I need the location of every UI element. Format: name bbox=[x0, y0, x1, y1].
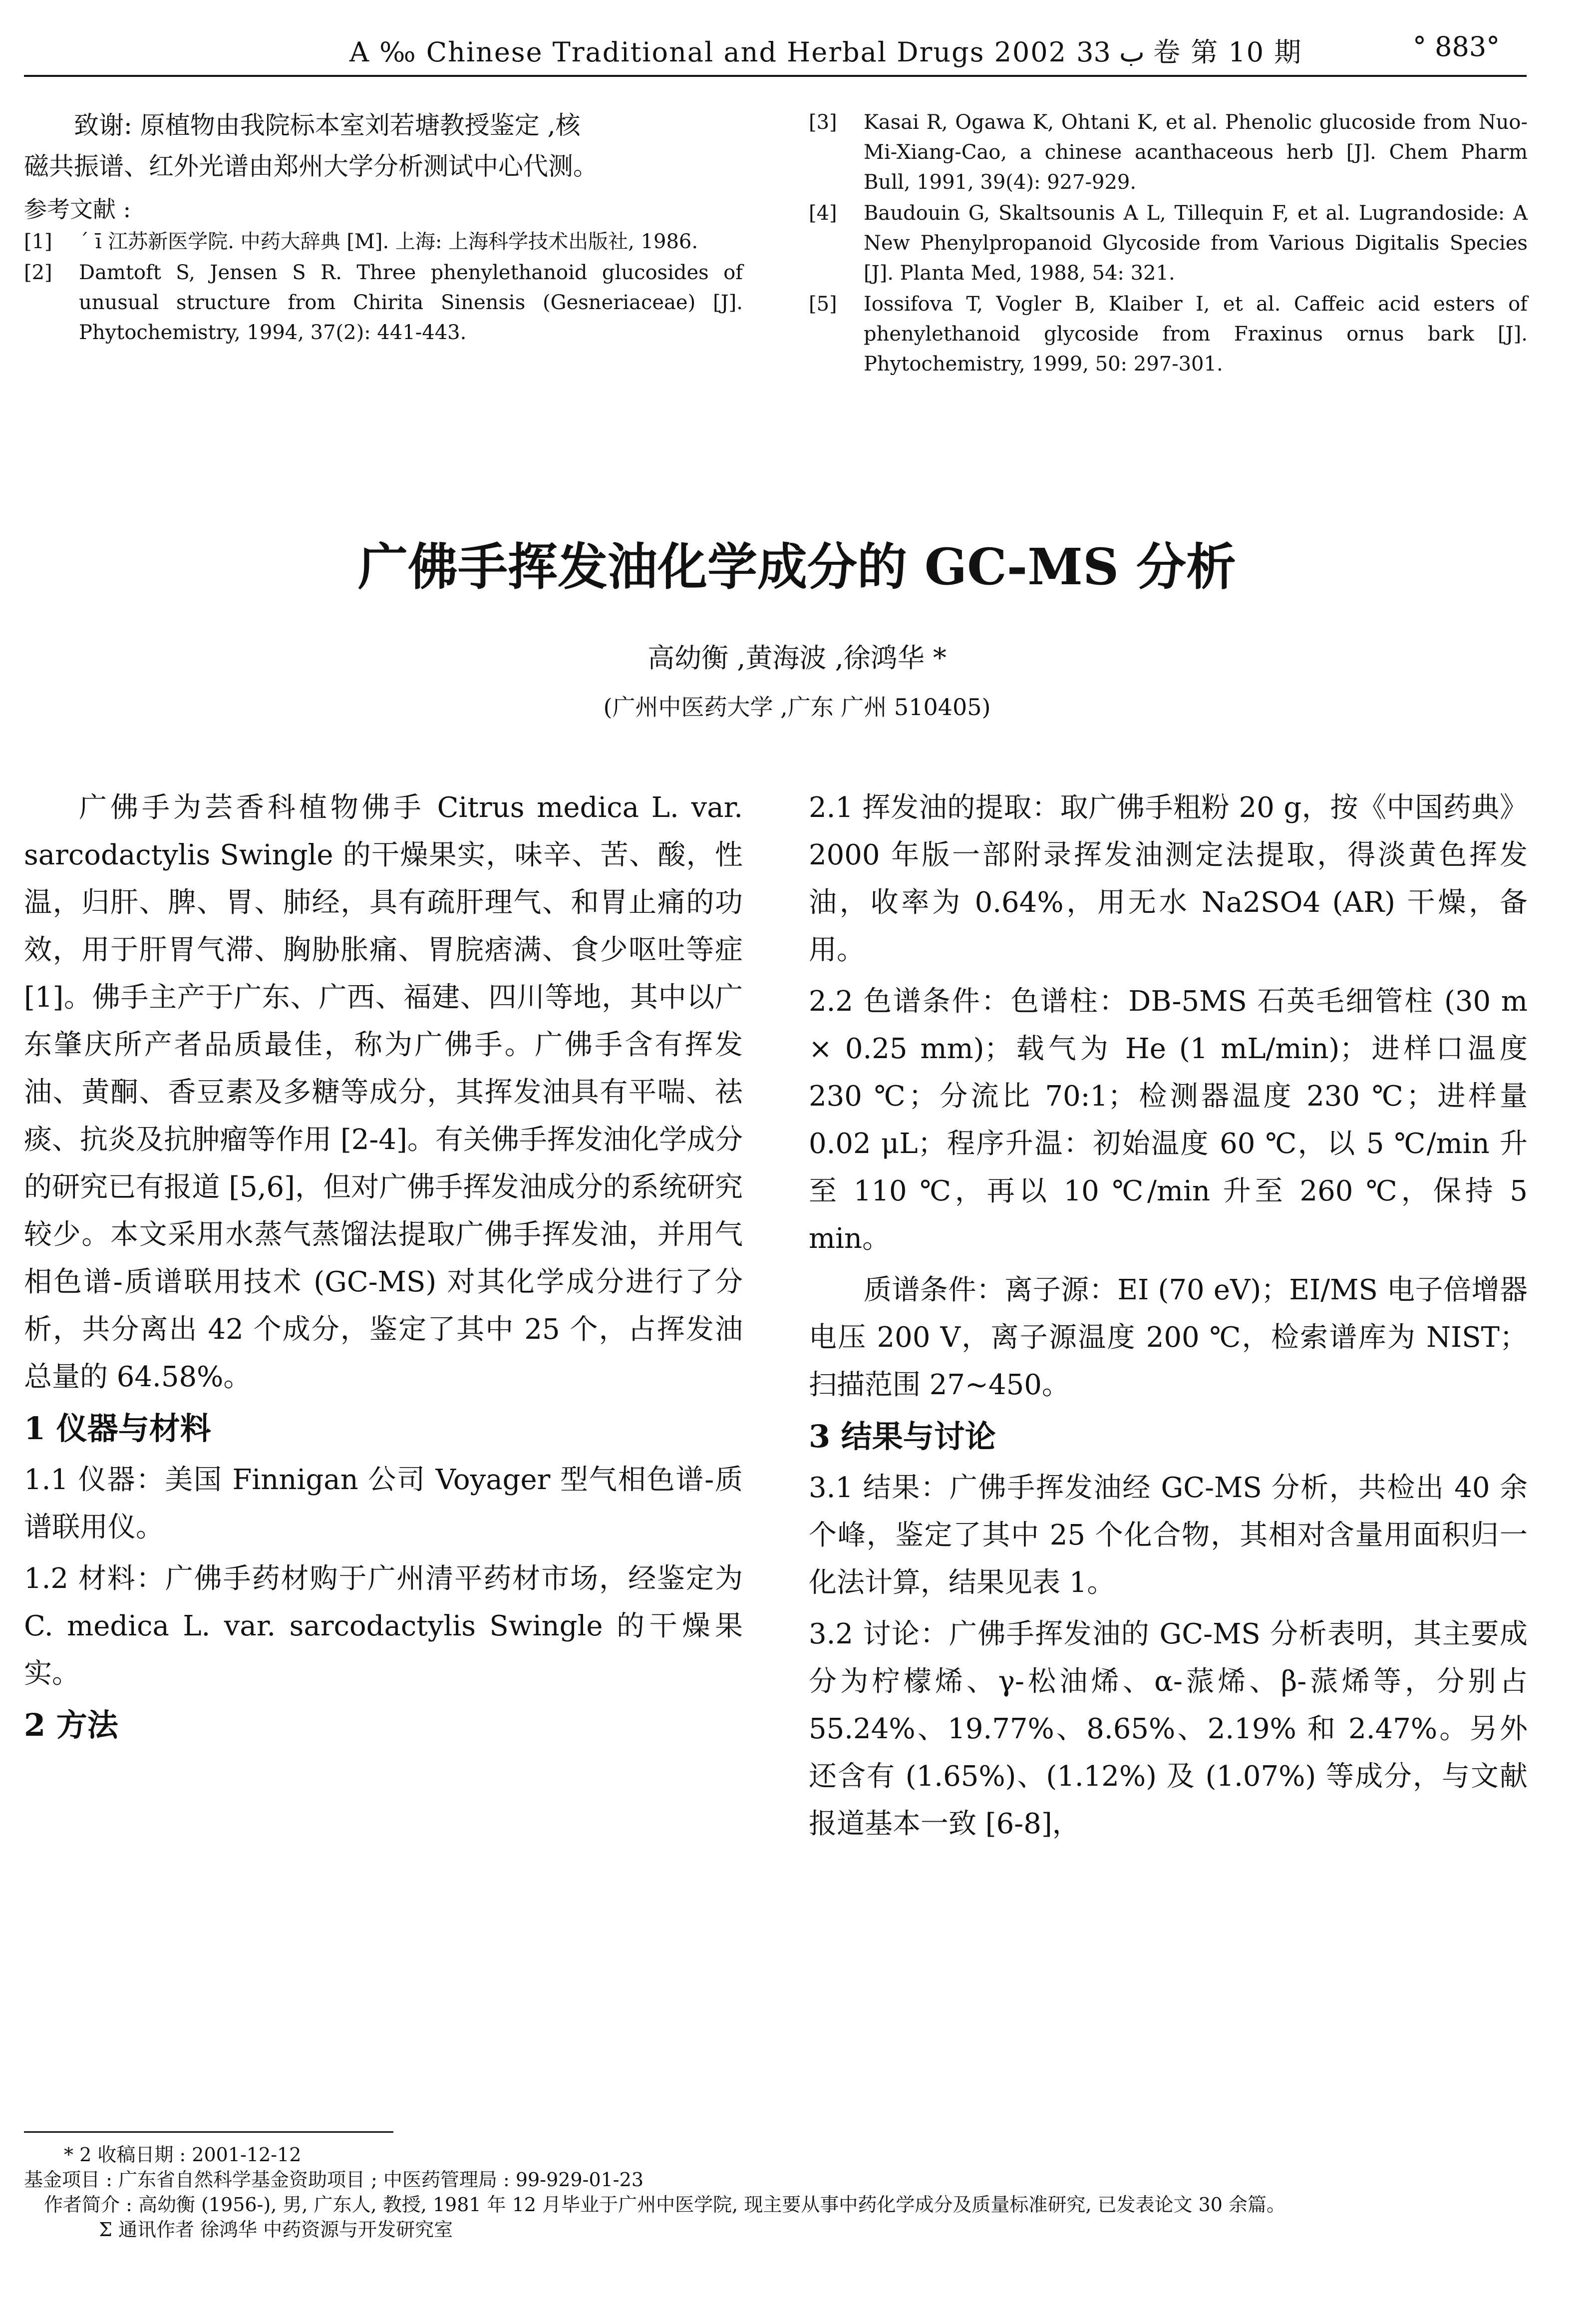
top-left-column bbox=[24, 105, 743, 349]
reference-number: [2] bbox=[24, 261, 52, 284]
author-list: 高幼衡 ,黄海波 ,徐鸿华 * bbox=[647, 642, 947, 674]
left-reference-list bbox=[24, 227, 743, 348]
header-rule bbox=[24, 75, 1527, 77]
reference-text: Kasai R, Ogawa K, Ohtani K, et al. Phenolic glucoside from Nuo-Mi-Xiang-Cao, a chinese acanthaceous herb [J]. Chem Pharm Bull, 1991, 39(4): 927-929. bbox=[864, 111, 1528, 194]
footnote-received: * 2 收稿日期 : 2001-12-12 bbox=[64, 2144, 302, 2166]
paragraph-1-1: 1.1 仪器：美国 Finnigan 公司 Voyager 型气相色谱-质谱联用仪。 bbox=[24, 1464, 743, 1544]
paragraph-1-2: 1.2 材料：广佛手药材购于广州清平药材市场，经鉴定为 C. medica L. var. sarcodactylis Swingle 的干燥果实。 bbox=[24, 1562, 743, 1690]
reference-text: Baudouin G, Skaltsounis A L, Tillequin F, et al. Lugrandoside: A New Phenylpropanoid Glycoside from Various Digitalis Species [J]. Planta Med, 1988, 54: 321. bbox=[864, 202, 1528, 285]
running-header: A ‰ Chinese Traditional and Herbal Drugs 2002 ب 33 卷 第 10 期 bbox=[349, 36, 1302, 68]
body-right-column bbox=[809, 784, 1528, 1852]
article-title: 广佛手挥发油化学成分的 GC-MS 分析 bbox=[357, 537, 1237, 596]
page-number: ° 883° bbox=[1413, 31, 1500, 62]
references-heading: 参考文献 : bbox=[24, 196, 131, 223]
intro-paragraph: 广佛手为芸香科植物佛手 Citrus medica L. var. sarcodactylis Swingle 的干燥果实，味辛、苦、酸，性温，归肝、脾、胃、肺经，具有疏肝理气、和胃止痛的功效，用于肝胃气滞、胸胁胀痛、胃脘痞满、食少呕吐等症 [1]。佛手主产于广东、广西、福建、四川等地，其中以广东肇庆所产者品质最佳，称为广佛手。广佛手含有挥发油、黄酮、香豆素及多糖等成分，其挥发油具有平喘、祛痰、抗炎及抗肿瘤等作用 [2-4]。有关佛手挥发油化学成分的研究已有报道 [5,6]，但对广佛手挥发油成分的系统研究较少。本文采用水蒸气蒸馏法提取广佛手挥发油，并用气相色谱-质谱联用技术 (GC-MS) 对其化学成分进行了分析，共分离出 42 个成分，鉴定了其中 25 个，占挥发油总量的 64.58%。 bbox=[24, 791, 743, 1393]
reference-text: Damtoft S, Jensen S R. Three phenylethanoid glucosides of unusual structure from Chirita Sinensis (Gesneriaceae) [J]. Phytochemistry, 1994, 37(2): 441-443. bbox=[79, 261, 743, 344]
section-heading-1: 1 仪器与材料 bbox=[24, 1410, 211, 1447]
paragraph-3-1: 3.1 结果：广佛手挥发油经 GC-MS 分析，共检出 40 余个峰，鉴定了其中 25 个化合物，其相对含量用面积归一化法计算，结果见表 1。 bbox=[809, 1472, 1528, 1599]
footnote-rule bbox=[24, 2131, 393, 2133]
right-reference-list bbox=[809, 107, 1528, 380]
acknowledgement-line-2: 磁共振谱、红外光谱由郑州大学分析测试中心代测。 bbox=[24, 152, 598, 181]
author-affiliation: (广州中医药大学 ,广东 广州 510405) bbox=[603, 694, 991, 721]
paragraph-2-2: 2.2 色谱条件：色谱柱：DB-5MS 石英毛细管柱 (30 m × 0.25 mm)；载气为 He (1 mL/min)；进样口温度 230 ℃；分流比 70:1；检测器温度 230 ℃；进样量 0.02 μL；程序升温：初始温度 60 ℃，以 5 ℃/min 升至 110 ℃，再以 10 ℃/min 升至 260 ℃，保持 5 min。 bbox=[809, 985, 1528, 1255]
acknowledgement-line-1: 致谢: 原植物由我院标本室刘若塘教授鉴定 ,核 bbox=[74, 111, 581, 140]
footnotes bbox=[24, 2142, 1562, 2242]
reference-number: [3] bbox=[809, 111, 837, 134]
reference-number: [4] bbox=[809, 202, 837, 225]
paragraph-2-1: 2.1 挥发油的提取：取广佛手粗粉 20 g，按《中国药典》2000 年版一部附录挥发油测定法提取，得淡黄色挥发油，收率为 0.64%，用无水 Na2SO4 (AR) 干燥，备用。 bbox=[809, 791, 1528, 966]
paragraph-ms-conditions: 质谱条件：离子源：EI (70 eV)；EI/MS 电子倍增器电压 200 V，离子源温度 200 ℃，检索谱库为 NIST；扫描范围 27~450。 bbox=[809, 1274, 1528, 1401]
reference-number: [5] bbox=[809, 293, 837, 316]
footnote-fund: 基金项目 : 广东省自然科学基金资助项目 ; 中医药管理局 : 99-929-01-23 bbox=[24, 2169, 643, 2191]
footnote-author: 作者简介 : 高幼衡 (1956-), 男, 广东人, 教授, 1981 年 12 月毕业于广州中医学院, 现主要从事中药化学成分及质量标准研究, 已发表论文 30 余篇。 bbox=[44, 2194, 1286, 2216]
reference-item bbox=[809, 107, 1528, 197]
reference-item bbox=[24, 258, 743, 348]
reference-item bbox=[24, 227, 743, 257]
reference-item bbox=[809, 289, 1528, 379]
section-heading-3: 3 结果与讨论 bbox=[809, 1418, 996, 1455]
footnote-corresponding: Σ 通讯作者 徐鸿华 中药资源与开发研究室 bbox=[99, 2219, 453, 2241]
reference-text: ´ ī 江苏新医学院. 中药大辞典 [M]. 上海: 上海科学技术出版社, 1986. bbox=[79, 230, 698, 253]
reference-text: Iossifova T, Vogler B, Klaiber I, et al. Caffeic acid esters of phenylethanoid glycoside from Fraxinus ornus bark [J]. Phytochemistry, 1999, 50: 297-301. bbox=[864, 293, 1528, 376]
section-heading-2: 2 方法 bbox=[24, 1707, 118, 1743]
body-left-column bbox=[24, 784, 743, 1753]
reference-number: [1] bbox=[24, 230, 52, 253]
paragraph-3-2: 3.2 讨论：广佛手挥发油的 GC-MS 分析表明，其主要成分为柠檬烯、γ-松油烯、α-蒎烯、β-蒎烯等，分别占 55.24%、19.77%、8.65%、2.19% 和 2.47%。另外还含有 (1.65%)、(1.12%) 及 (1.07%) 等成分，与文献报道基本一致 [6-8]， bbox=[809, 1618, 1528, 1840]
reference-item bbox=[809, 198, 1528, 288]
